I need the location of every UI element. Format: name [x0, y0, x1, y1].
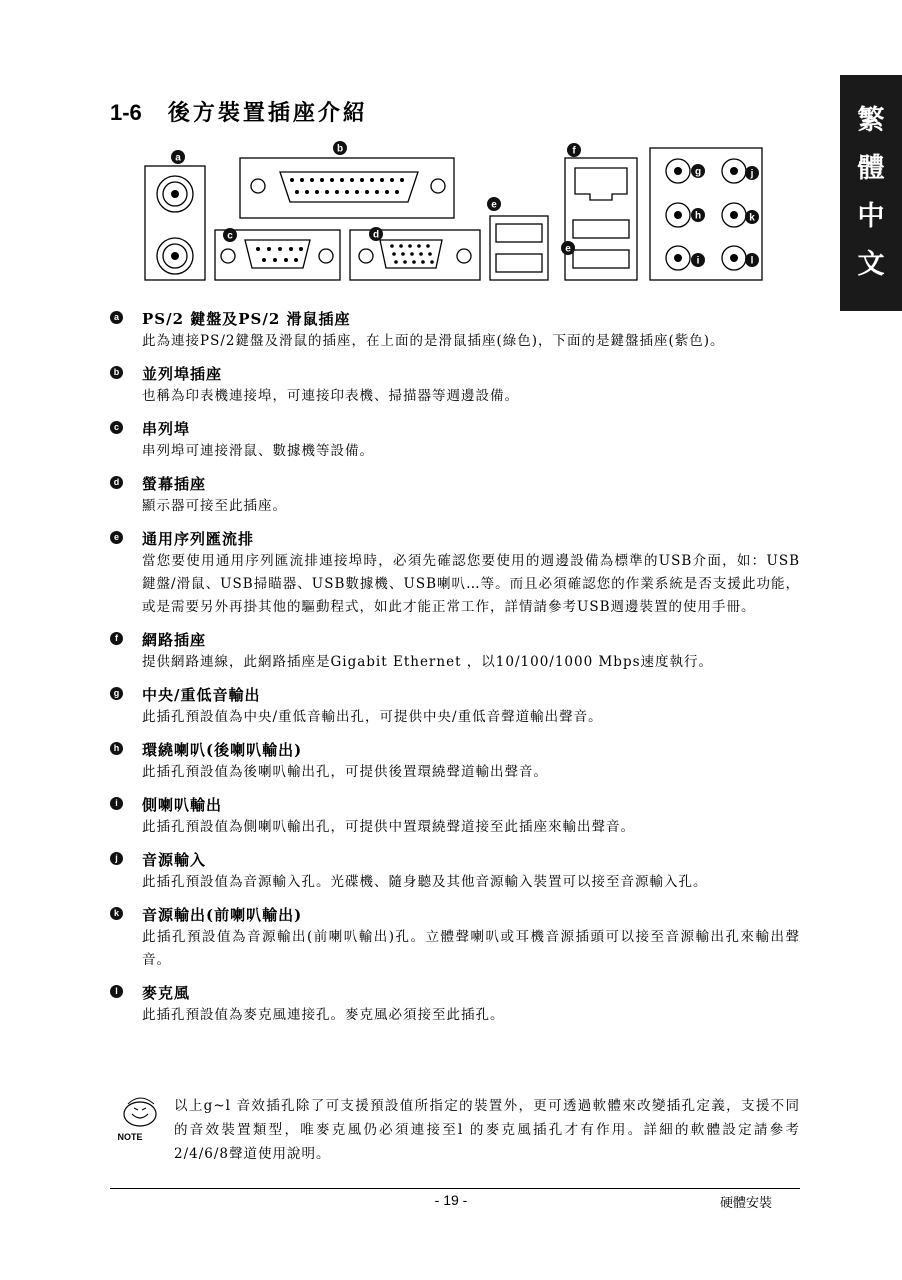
list-item — [110, 473, 800, 518]
item-desc: 串列埠可連接滑鼠、數據機等設備。 — [142, 443, 374, 459]
item-badge: a — [110, 311, 123, 324]
item-title: 音源輸入 — [142, 851, 207, 869]
item-badge: l — [110, 985, 123, 998]
item-badge: e — [110, 531, 123, 544]
item-desc: 此插孔預設值為麥克風連接孔。麥克風必須接至此插孔。 — [142, 1007, 505, 1023]
tab-char: 繁 — [857, 105, 885, 136]
item-title: 串列埠 — [142, 420, 191, 438]
item-title: 中央/重低音輸出 — [142, 686, 261, 704]
label-l: l — [750, 255, 754, 267]
list-item — [110, 363, 800, 408]
label-f: f — [572, 145, 576, 157]
label-k: k — [749, 212, 755, 224]
item-title: 並列埠插座 — [142, 365, 223, 383]
section-heading — [110, 96, 368, 127]
list-item — [110, 739, 800, 784]
item-badge: h — [110, 742, 123, 755]
label-c: c — [227, 230, 233, 242]
ps2-block — [145, 166, 205, 280]
item-badge: g — [110, 687, 123, 700]
list-item — [110, 982, 800, 1027]
item-desc: 此插孔預設值為後喇叭輸出孔，可提供後置環繞聲道輸出聲音。 — [142, 764, 548, 780]
vga-frame — [350, 230, 480, 280]
item-desc: 此插孔預設值為中央/重低音輸出孔，可提供中央/重低音聲道輸出聲音。 — [142, 709, 603, 725]
item-title: 側喇叭輸出 — [142, 796, 223, 814]
list-item — [110, 629, 800, 674]
item-title: 音源輸出(前喇叭輸出) — [142, 906, 303, 924]
page-number: - 19 - — [434, 1192, 468, 1208]
item-badge: c — [110, 421, 123, 434]
item-title: 麥克風 — [142, 984, 191, 1002]
item-badge: i — [110, 797, 123, 810]
item-desc: 也稱為印表機連接埠，可連接印表機、掃描器等週邊設備。 — [142, 388, 519, 404]
list-item — [110, 684, 800, 729]
parallel-frame — [240, 158, 454, 218]
item-desc: 此插孔預設值為側喇叭輸出孔，可提供中置環繞聲道接至此插座來輸出聲音。 — [142, 819, 635, 835]
rear-panel-diagram — [140, 138, 770, 288]
item-badge: b — [110, 366, 123, 379]
note-text: 以上g~l 音效插孔除了可支援預設值所指定的裝置外，更可透過軟體來改變插孔定義，支援不同的音效裝置類型，唯麥克風仍必須連接至l 的麥克風插孔才有作用。詳細的軟體設定請參考2/4/6/8聲道使用說明。 — [174, 1098, 800, 1162]
item-desc: 當您要使用通用序列匯流排連接埠時，必須先確認您要使用的週邊設備為標準的USB介面，如：USB鍵盤/滑鼠、USB掃瞄器、USB數據機、USB喇叭…等。而且必須確認您的作業系統是否支援此功能，或是需要另外再掛其他的驅動程式，如此才能正常工作，詳情請參考USB週邊裝置的使用手冊。 — [142, 553, 800, 615]
item-badge: j — [110, 852, 123, 865]
label-e: e — [491, 199, 497, 211]
language-tab — [840, 75, 902, 311]
label-j: j — [750, 168, 754, 180]
label-d: d — [372, 229, 380, 241]
parallel-pins — [290, 178, 404, 194]
item-title: 螢幕插座 — [142, 475, 207, 493]
item-title: PS/2 鍵盤及PS/2 滑鼠插座 — [142, 310, 351, 328]
vga-pins — [390, 244, 434, 264]
label-g: g — [694, 166, 702, 178]
label-a: a — [175, 152, 181, 164]
item-title: 通用序列匯流排 — [142, 530, 255, 548]
list-item — [110, 418, 800, 463]
item-title: 網路插座 — [142, 631, 207, 649]
item-desc: 提供網路連線，此網路插座是Gigabit Ethernet ，以10/100/1000 Mbps速度執行。 — [142, 654, 714, 670]
list-item — [110, 528, 800, 619]
note-icon — [110, 1094, 166, 1144]
list-item — [110, 849, 800, 894]
label-e: e — [565, 243, 571, 255]
section-title: 後方裝置插座介紹 — [167, 100, 368, 126]
tab-char: 體 — [857, 153, 885, 184]
item-desc: 此為連接PS/2鍵盤及滑鼠的插座，在上面的是滑鼠插座(綠色)，下面的是鍵盤插座(紫色)。 — [142, 333, 725, 349]
list-item — [110, 794, 800, 839]
item-desc: 此插孔預設值為音源輸入孔。光碟機、隨身聽及其他音源輸入裝置可以接至音源輸入孔。 — [142, 874, 708, 890]
footer-chapter: 硬體安裝 — [720, 1196, 773, 1211]
label-b: b — [336, 143, 344, 155]
label-h: h — [694, 210, 702, 222]
item-badge: f — [110, 632, 123, 645]
item-desc: 此插孔預設值為音源輸出(前喇叭輸出)孔。立體聲喇叭或耳機音源插頭可以接至音源輸出孔來輸出聲音。 — [142, 929, 800, 968]
list-item — [110, 308, 800, 353]
connector-list — [110, 308, 800, 1037]
section-number: 1-6 — [110, 100, 142, 125]
item-badge: k — [110, 907, 123, 920]
serial-pins — [256, 247, 303, 262]
item-title: 環繞喇叭(後喇叭輸出) — [142, 741, 303, 759]
tab-char: 文 — [857, 249, 885, 280]
item-desc: 顯示器可接至此插座。 — [142, 498, 287, 514]
footer-rule — [110, 1188, 800, 1189]
tab-char: 中 — [857, 201, 885, 232]
note-box — [110, 1094, 800, 1166]
note-icon-label: NOTE — [117, 1132, 143, 1142]
list-item — [110, 904, 800, 972]
label-i: i — [696, 255, 700, 267]
item-badge: d — [110, 476, 123, 489]
